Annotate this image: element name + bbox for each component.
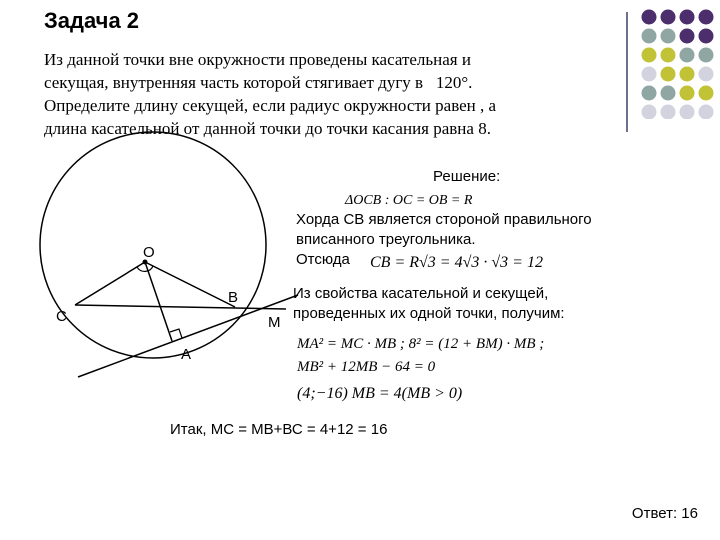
decorative-dot bbox=[699, 10, 714, 25]
answer: Ответ: 16 bbox=[631, 505, 698, 522]
property-statement bbox=[293, 284, 565, 324]
decorative-divider bbox=[626, 12, 628, 132]
chord-line-2: вписанного треугольника. bbox=[296, 231, 476, 248]
decorative-dot bbox=[699, 105, 714, 120]
decorative-dot bbox=[699, 29, 714, 44]
solution-header: Решение: bbox=[433, 168, 501, 185]
arc-value: 120° bbox=[435, 73, 469, 92]
label-a: А bbox=[181, 346, 192, 363]
label-o: О bbox=[143, 244, 155, 261]
decorative-dot bbox=[642, 48, 657, 63]
equation-3: (4;−16) MB = 4(MB > 0) bbox=[297, 385, 463, 402]
decorative-dot bbox=[642, 29, 657, 44]
problem-line-2-text: секущая, внутренняя часть которой стягивает дугу в bbox=[44, 73, 424, 92]
angle-arc bbox=[137, 266, 153, 271]
decorative-dot bbox=[661, 67, 676, 82]
decorative-dot bbox=[661, 86, 676, 101]
decorative-dot bbox=[680, 105, 695, 120]
decorative-dot bbox=[699, 67, 714, 82]
chord-line-3: Отсюда bbox=[296, 251, 350, 268]
equation-2: MB² + 12MB − 64 = 0 bbox=[297, 359, 436, 375]
decorative-dot bbox=[661, 10, 676, 25]
chord-line-1: Хорда СВ является стороной правильного bbox=[296, 211, 592, 228]
decorative-dot bbox=[680, 48, 695, 63]
decorative-dot bbox=[680, 86, 695, 101]
cb-formula: CB = R√3 = 4√3 · √3 = 12 bbox=[370, 254, 543, 271]
label-b: В bbox=[228, 289, 239, 306]
radius-oc bbox=[75, 262, 145, 305]
conclusion: Итак, МС = МВ+ВС = 4+12 = 16 bbox=[170, 421, 388, 438]
arc-period: . bbox=[468, 73, 473, 92]
secant-line bbox=[75, 305, 286, 309]
decorative-dot bbox=[642, 105, 657, 120]
decorative-dot bbox=[642, 10, 657, 25]
problem-line-3: Определите длину секущей, если радиус окружности равен , а bbox=[44, 96, 497, 115]
geometry-diagram bbox=[0, 0, 300, 400]
tangent-period: . bbox=[486, 119, 491, 138]
slide-title: Задача 2 bbox=[44, 8, 140, 33]
label-m: М bbox=[268, 314, 281, 331]
decorative-dot bbox=[642, 67, 657, 82]
problem-line-4-text: длина касательной от данной точки до точки касания равна bbox=[44, 119, 474, 138]
label-c: С bbox=[56, 308, 67, 325]
property-line-1: Из свойства касательной и секущей, bbox=[293, 285, 549, 302]
decorative-dot bbox=[680, 29, 695, 44]
decorative-dot-grid bbox=[641, 9, 716, 119]
decorative-dot bbox=[661, 29, 676, 44]
decorative-dot bbox=[699, 86, 714, 101]
property-line-2: проведенных их одной точки, получим: bbox=[293, 305, 565, 322]
decorative-dot bbox=[680, 10, 695, 25]
decorative-dot bbox=[642, 86, 657, 101]
decorative-dot bbox=[661, 105, 676, 120]
decorative-dot bbox=[680, 67, 695, 82]
equation-1: MA² = MC · MB ; 8² = (12 + BM) · MB ; bbox=[297, 336, 545, 352]
problem-line-1: Из данной точки вне окружности проведены касательная и bbox=[44, 50, 471, 69]
tangent-value: 8 bbox=[478, 119, 487, 138]
triangle-equality: ΔOCB : OC = OB = R bbox=[345, 193, 473, 208]
right-angle-mark bbox=[170, 329, 182, 338]
decorative-dot bbox=[661, 48, 676, 63]
decorative-dot bbox=[699, 48, 714, 63]
